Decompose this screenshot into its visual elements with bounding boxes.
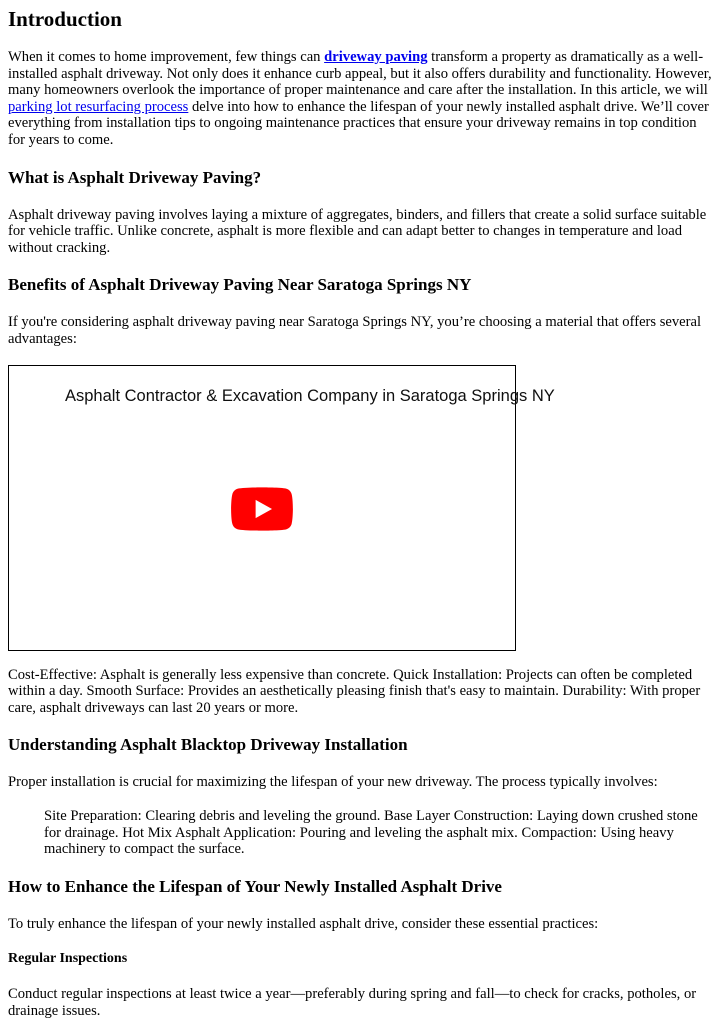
section-heading-what-is: What is Asphalt Driveway Paving? <box>8 167 262 187</box>
driveway-paving-link[interactable]: driveway paving <box>324 49 428 65</box>
section-heading-benefits: Benefits of Asphalt Driveway Paving Near Saratoga Springs NY <box>8 275 472 295</box>
installation-steps-blockquote <box>44 808 713 858</box>
parking-lot-resurfacing-link[interactable]: parking lot resurfacing process <box>8 98 189 115</box>
video-title[interactable]: Asphalt Contractor & Excavation Company in Saratoga Springs NY <box>65 386 555 405</box>
advantages-paragraph: Cost-Effective: Asphalt is generally less expensive than concrete. Quick Installation: Projects can often be completed within a day. Smooth Surface: Provides an aesthetically pleasing finish that's easy to maintain. Durability: With proper care, asphalt driveways can last 20 years or more. <box>8 666 701 716</box>
section-heading-installation: Understanding Asphalt Blacktop Driveway Installation <box>8 735 408 755</box>
page-title: Introduction <box>8 7 122 31</box>
article <box>0 6 720 1019</box>
intro-text-part-3: delve into how to enhance the lifespan of your newly installed asphalt drive. We’ll cover everything from installation tips to ongoing maintenance practices that ensure your driveway remains in top condition for years to come. <box>8 98 709 148</box>
intro-text-part-1: When it comes to home improvement, few things can <box>8 49 325 65</box>
intro-text-part-2: transform a property as dramatically as a well-installed asphalt driveway. Not only does it enhance curb appeal, but it also offers durability and functionality. However, many homeowners overlook the importance of proper maintenance and care after the installation. In this article, we will <box>8 49 712 99</box>
section-paragraph-what-is: Asphalt driveway paving involves laying a mixture of aggregates, binders, and fillers that create a solid surface suitable for vehicle traffic. Unlike concrete, asphalt is more flexible and can adapt better to changes in temperature and load without cracking. <box>8 206 707 256</box>
youtube-video-embed[interactable] <box>8 365 555 651</box>
subsection-heading-regular-inspections: Regular Inspections <box>8 951 128 967</box>
youtube-play-icon[interactable] <box>231 487 293 531</box>
section-heading-enhance-lifespan: How to Enhance the Lifespan of Your Newly Installed Asphalt Drive <box>8 876 502 896</box>
section-paragraph-benefits: If you're considering asphalt driveway paving near Saratoga Springs NY, you’re choosing a material that offers several advantages: <box>8 314 702 347</box>
intro-paragraph <box>8 49 713 149</box>
section-paragraph-enhance-lifespan: To truly enhance the lifespan of your newly installed asphalt drive, consider these essential practices: <box>8 915 599 932</box>
subsection-paragraph-regular-inspections: Conduct regular inspections at least twice a year—preferably during spring and fall—to check for cracks, potholes, or drainage issues. <box>8 986 697 1019</box>
installation-steps-text: Site Preparation: Clearing debris and leveling the ground. Base Layer Construction: Laying down crushed stone for drainage. Hot Mix Asphalt Application: Pouring and leveling the asphalt mix. Compaction: Using heavy machinery to compact the surface. <box>44 807 698 858</box>
section-paragraph-installation: Proper installation is crucial for maximizing the lifespan of your new driveway. The process typically involves: <box>8 774 658 791</box>
